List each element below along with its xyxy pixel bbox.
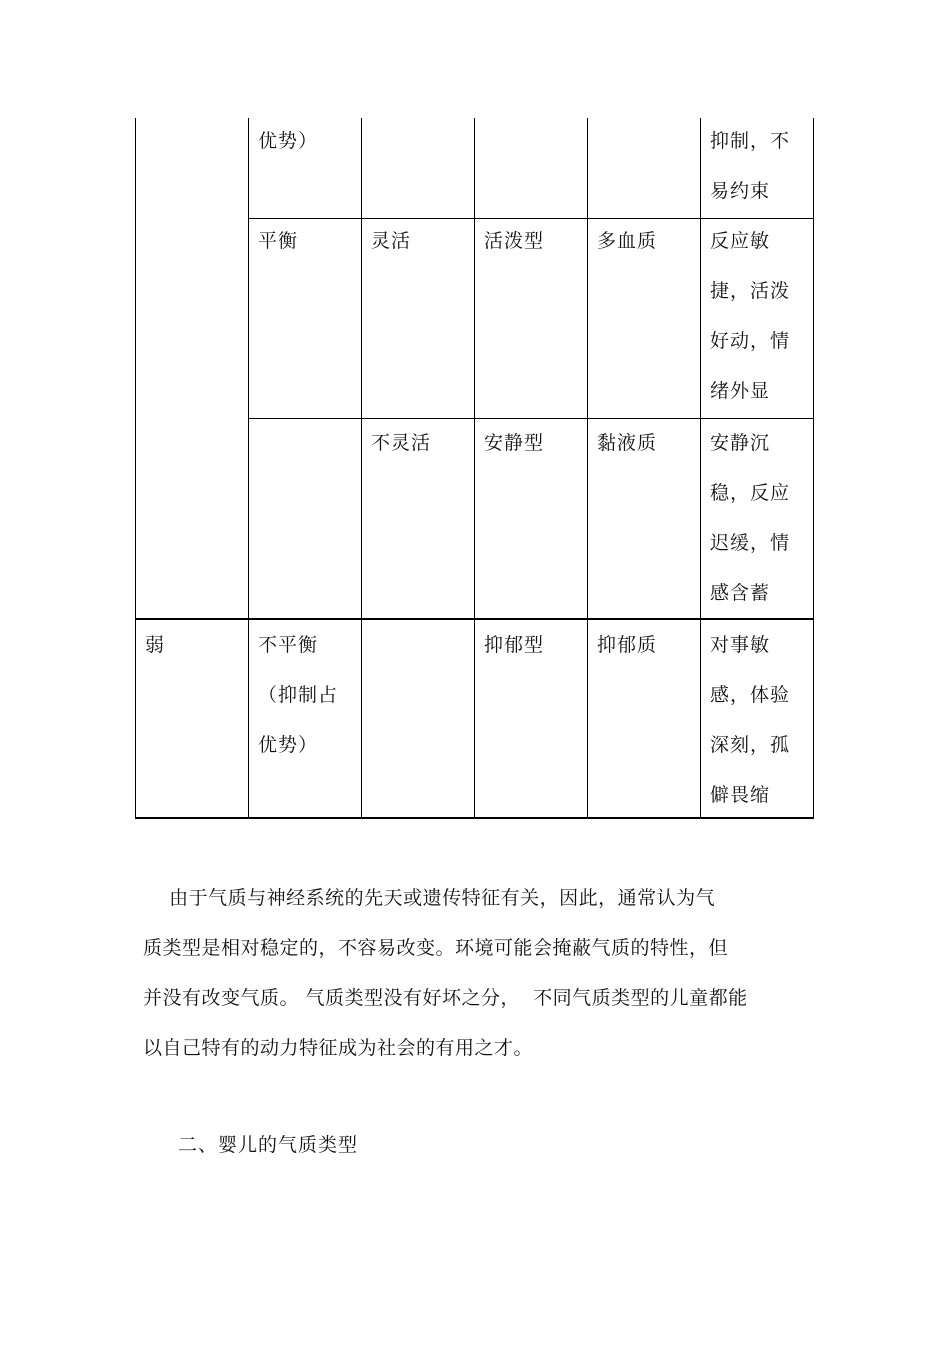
column-divider	[587, 118, 588, 818]
cell-temperament: 多血质	[597, 230, 658, 252]
cell-traits: 反应敏 捷，活泼 好动，情 绪外显	[710, 230, 791, 402]
cell-temperament: 黏液质	[597, 432, 658, 454]
column-divider	[474, 118, 475, 818]
column-divider	[700, 118, 701, 818]
cell-traits: 抑制，不 易约束	[710, 130, 791, 202]
column-divider	[361, 118, 362, 818]
paragraph-line: 并没有改变气质。 气质类型没有好坏之分， 不同气质类型的儿童都能	[143, 987, 748, 1009]
cell-balance: 不平衡 （抑制占 优势）	[258, 634, 339, 756]
column-divider	[248, 118, 249, 818]
cell-traits: 对事敏 感，体验 深刻，孤 僻畏缩	[710, 634, 791, 806]
cell-balance: 平衡	[258, 230, 299, 252]
cell-type: 抑郁型	[484, 634, 545, 656]
cell-flexibility: 灵活	[371, 230, 412, 252]
section-heading: 二、婴儿的气质类型	[178, 1134, 359, 1156]
paragraph-line: 以自己特有的动力特征成为社会的有用之才。	[143, 1037, 534, 1059]
paragraph-line: 由于气质与神经系统的先天或遗传特征有关，因此，通常认为气	[143, 887, 716, 909]
cell-type: 活泼型	[484, 230, 545, 252]
temperament-table	[135, 118, 814, 818]
cell-balance: 优势）	[258, 130, 319, 152]
paragraph-line: 质类型是相对稳定的，不容易改变。环境可能会掩蔽气质的特性，但	[143, 937, 729, 959]
table-border-right	[813, 118, 814, 818]
table-border-left	[135, 118, 136, 818]
cell-traits: 安静沉 稳，反应 迟缓，情 感含蓄	[710, 432, 791, 604]
cell-temperament: 抑郁质	[597, 634, 658, 656]
cell-strength: 弱	[145, 634, 166, 656]
cell-type: 安静型	[484, 432, 545, 454]
cell-flexibility: 不灵活	[371, 432, 432, 454]
